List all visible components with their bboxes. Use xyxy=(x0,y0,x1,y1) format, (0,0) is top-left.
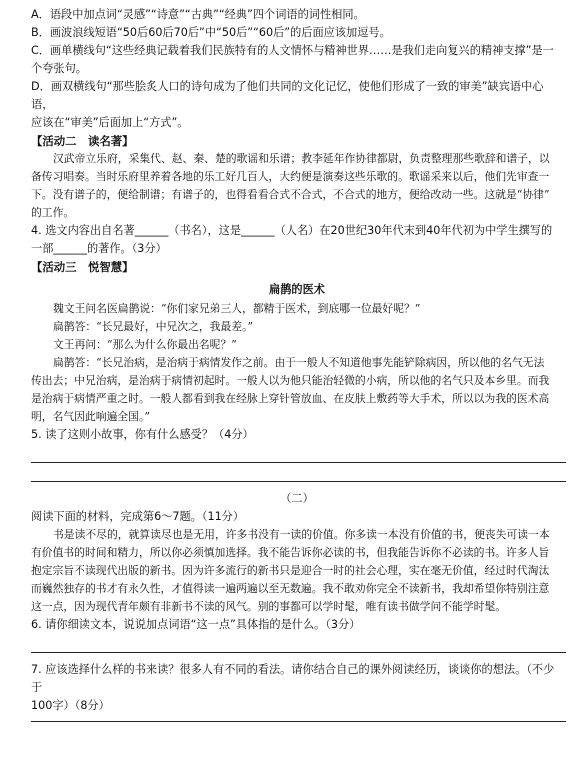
question-7-line2: 100字）（8分） xyxy=(31,699,110,712)
question-5: 5. 读了这则小故事，你有什么感受？（4分） xyxy=(31,428,254,441)
option-c-line2: 个夸张句。 xyxy=(31,62,87,75)
activity2-para-line4: 的工作。 xyxy=(31,206,75,219)
story-line: 明，名气因此响遍全国。” xyxy=(31,410,150,423)
answer-line[interactable] xyxy=(31,463,566,482)
story-line: 扁鹊答：“长兄治病，是治病于病情发作之前。由于一般人不知道他事先能铲除病因，所以他的名气无法 xyxy=(53,356,545,369)
passage-line: 抱定宗旨不读现代出版的新书。因为许多流行的新书只是迎合一时的社会心理，实在毫无价值，经过时代淘汰 xyxy=(31,564,550,577)
section2-heading: （二） xyxy=(280,492,314,505)
question-6: 6. 请你细读文本，说说加点词语“这一点”具体指的是什么。（3分） xyxy=(31,618,361,631)
story-line: 魏文王问名医扁鹊说：“你们家兄弟三人，都精于医术，到底哪一位最好呢？” xyxy=(53,302,421,315)
passage-line: 有价值书的时间和精力，所以你必须慎加选择。我不能告诉你必读的书，但我能告诉你不必读的书。许多人旨 xyxy=(31,546,550,559)
activity2-para-line3: 下。没有谱子的，便给制谱；有谱子的，也得看看合式不合式，不合式的地方，便给改动一些。这就是“协律” xyxy=(31,188,550,201)
passage-line: 这一点，因为现代青年颇有非新书不读的风气。别的事都可以学时髦，唯有读书做学问不能学时髦。 xyxy=(31,600,507,613)
question-4-line2: 一部______的著作。（3分） xyxy=(31,242,167,255)
question-7-line1: 7. 应该选择什么样的书来读？很多人有不同的看法。请你结合自己的课外阅读经历，谈谈你的想法。（不少于 xyxy=(31,663,555,694)
story-title: 扁鹊的医术 xyxy=(269,282,325,296)
activity2-para-line2: 备传习唱奏。当时乐府里养着各地的乐工好几百人，大约便是演奏这些乐歌的。歌谣采来以后，他们先审查一 xyxy=(31,170,550,183)
story-line: 是治病于病情严重之时。一般人都看到我在经脉上穿针管放血、在皮肤上敷药等大手术，所以以为我的医术高 xyxy=(31,392,550,405)
passage-line: 而巍然独存的书才有永久性，才值得读一遍两遍以至无数遍。我不敢劝你完全不读新书，我却希望你特别注意 xyxy=(31,582,550,595)
option-d-line2: 应该在“审美”后面加上“方式”。 xyxy=(31,116,189,129)
activity2-para-line1: 汉武帝立乐府，采集代、赵、秦、楚的歌谣和乐谱；教李延年作协律都尉，负责整理那些歌辞和谱子，以 xyxy=(53,152,550,165)
story-line: 扁鹊答：“长兄最好，中兄次之，我最差。” xyxy=(53,320,253,333)
answer-line[interactable] xyxy=(31,715,566,722)
option-b: B．画波浪线短语“50后60后70后”中“50后”“60后”的后面应该加逗号。 xyxy=(31,26,391,39)
option-a: A．语段中加点词“灵感”“诗意”“古典”“经典”四个词语的词性相同。 xyxy=(31,8,365,21)
option-c-line1: C．画单横线句“这些经典记载着我们民族特有的人文情怀与精神世界……是我们走向复兴的精神支撑”是一 xyxy=(31,44,554,57)
activity2-heading: 【活动二 读名著】 xyxy=(31,134,134,148)
activity3-heading: 【活动三 悦智慧】 xyxy=(31,260,134,274)
story-line: 传出去；中兄治病，是治病于病情初起时。一般人以为他只能治轻微的小病，所以他的名气只及本乡里。而我 xyxy=(31,374,550,387)
answer-line[interactable] xyxy=(31,634,566,653)
passage-line: 书是读不尽的，就算读尽也是无用，许多书没有一读的价值。你多读一本没有价值的书，便丧失可读一本 xyxy=(53,528,550,541)
story-line: 文王再问：“那么为什么你最出名呢？” xyxy=(53,338,237,351)
section2-intro: 阅读下面的材料，完成第6～7题。（11分） xyxy=(31,510,245,523)
answer-line[interactable] xyxy=(31,444,566,463)
question-4-line1: 4. 选文内容出自名著______（书名），这是______（人名）在20世纪30年代末到40年代初为中学生撰写的 xyxy=(31,224,553,237)
option-d-line1: D．画双横线句“那些脍炙人口的诗句成为了他们共同的文化记忆，使他们形成了一致的审美”缺宾语中心语， xyxy=(31,80,544,111)
